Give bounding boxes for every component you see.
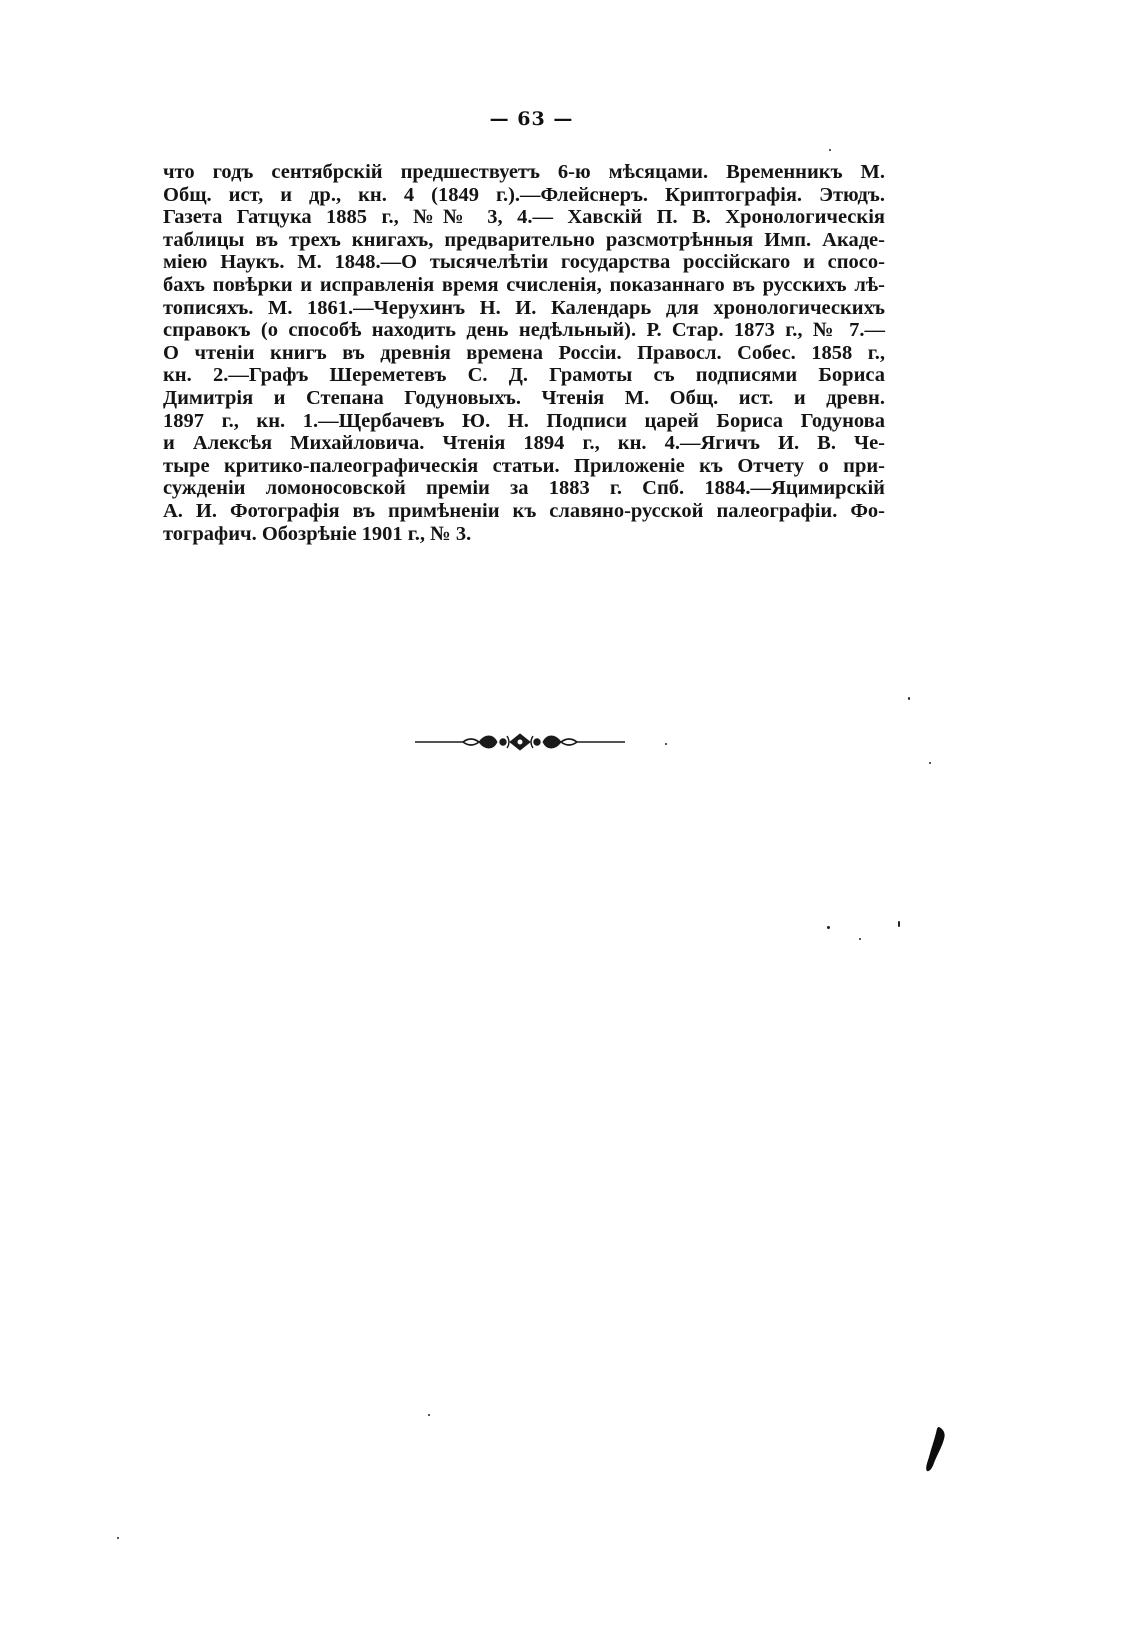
text-line: тографич. Обозрѣніе 1901 г., № 3.: [163, 522, 472, 545]
decorative-tailpiece-icon: [415, 732, 625, 752]
ink-speck: [859, 938, 861, 940]
text-line: 1897 г., кн. 1.—Щербачевъ Ю. Н. Подписи царей Бориса Годунова: [163, 409, 885, 432]
text-line: таблицы въ трехъ книгахъ, предварительно разсмотрѣнныя Имп. Акаде-: [163, 228, 885, 251]
text-line: бахъ повѣрки и исправленія время счисленія, показаннаго въ русскихъ лѣ-: [163, 273, 885, 296]
ink-speck: [665, 743, 667, 745]
ink-speck: [829, 149, 831, 151]
ink-speck: [898, 921, 900, 927]
ink-speck: [117, 1537, 119, 1539]
ink-speck: [908, 697, 910, 700]
text-line: справокъ (о способѣ находить день недѣльный). Р. Стар. 1873 г., № 7.—: [163, 319, 885, 342]
text-line: сужденіи ломоносовской преміи за 1883 г. Спб. 1884.—Яцимирскій: [163, 477, 885, 500]
text-line: міею Наукъ. М. 1848.—О тысячелѣтіи государства россійскаго и спосо-: [163, 251, 885, 274]
ink-blot: [925, 1425, 947, 1473]
page-number: — 63 —: [489, 108, 574, 130]
ink-speck: [827, 926, 830, 929]
text-line: О чтеніи книгъ въ древнія времена Россіи. Правосл. Собес. 1858 г.,: [163, 341, 885, 364]
ink-speck: [929, 762, 931, 764]
text-line: кн. 2.—Графъ Шереметевъ С. Д. Грамоты съ подписями Бориса: [163, 364, 885, 387]
bibliography-text: [163, 161, 885, 545]
ink-speck: [428, 1414, 430, 1416]
text-line: Димитрія и Степана Годуновыхъ. Чтенія М. Общ. ист. и древн.: [163, 386, 885, 409]
text-line: тописяхъ. М. 1861.—Черухинъ Н. И. Календарь для хронологическихъ: [163, 296, 885, 319]
text-line: и Алексѣя Михайловича. Чтенія 1894 г., кн. 4.—Ягичъ И. В. Че-: [163, 432, 885, 455]
text-line: Общ. ист, и др., кн. 4 (1849 г.).—Флейснеръ. Криптографія. Этюдъ.: [163, 183, 885, 206]
text-line: что годъ сентябрскій предшествуетъ 6-ю мѣсяцами. Временникъ М.: [163, 161, 885, 183]
text-line: тыре критико-палеографическія статьи. Приложеніе къ Отчету о при-: [163, 454, 885, 477]
text-line: А. И. Фотографія въ примѣненіи къ славяно-русской палеографіи. Фо-: [163, 499, 885, 522]
text-line: Газета Гатцука 1885 г., №№ 3, 4.— Хавскій П. В. Хронологическія: [163, 206, 885, 229]
